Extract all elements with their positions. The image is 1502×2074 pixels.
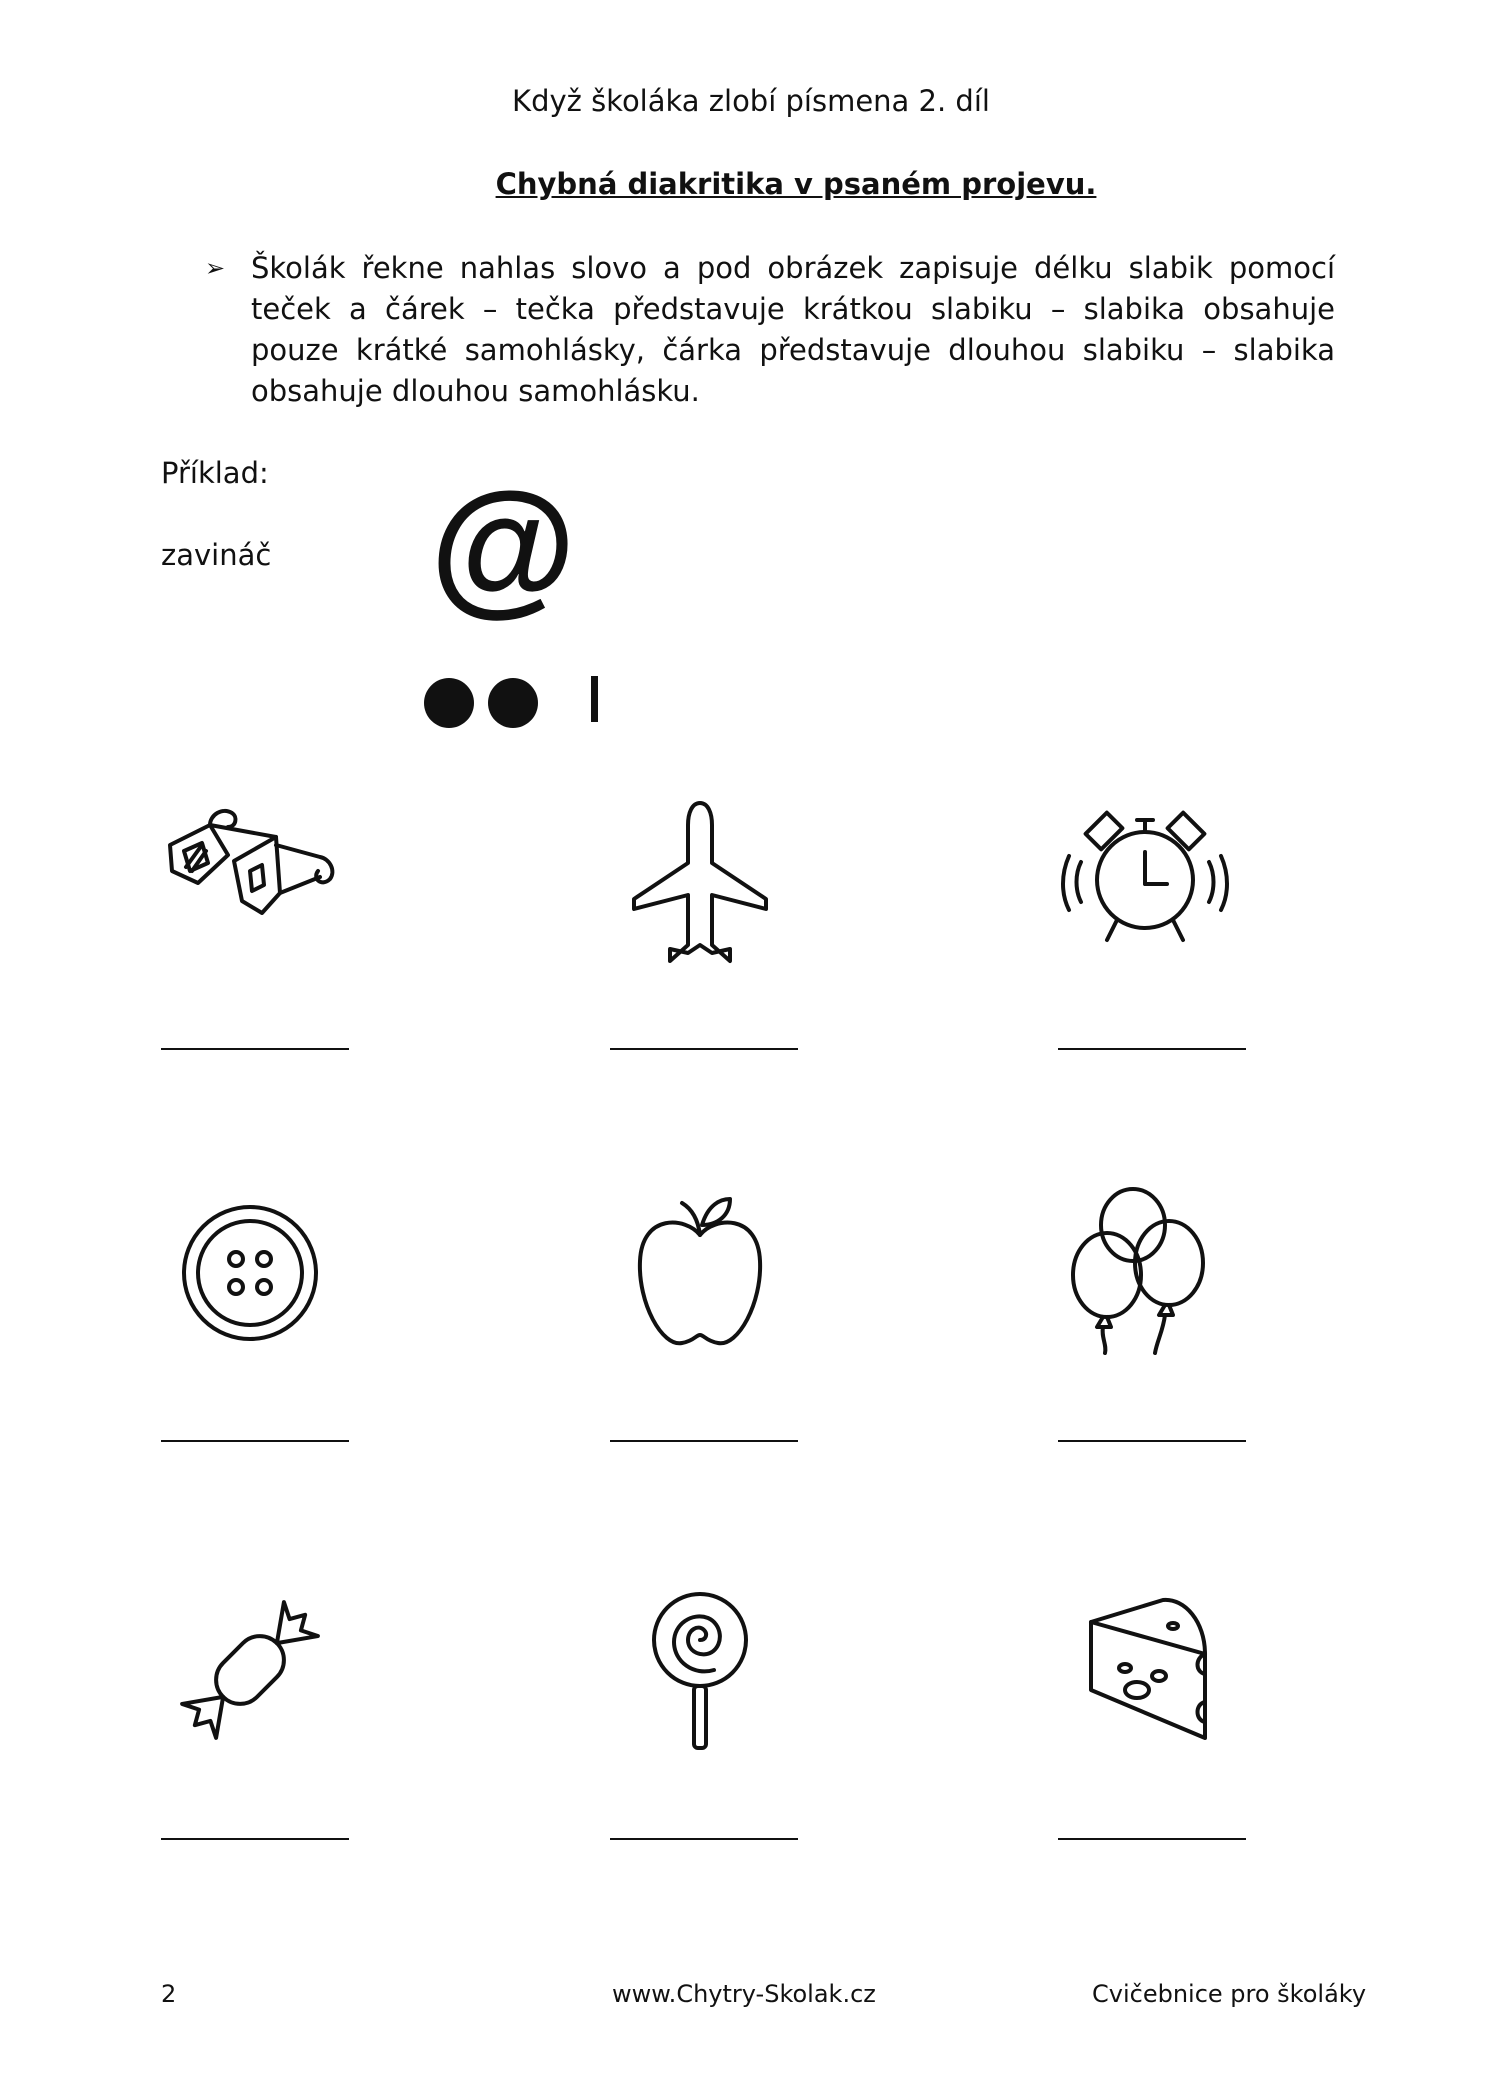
answer-line[interactable]: [1058, 1048, 1246, 1050]
answer-line[interactable]: [610, 1048, 798, 1050]
example-word: zavináč: [161, 538, 272, 572]
footer-website: www.Chytry-Skolak.cz: [612, 1980, 876, 2008]
long-syllable-dash: [591, 676, 598, 722]
answer-line[interactable]: [161, 1838, 349, 1840]
cheese-icon: [1045, 1570, 1245, 1770]
answer-line[interactable]: [161, 1048, 349, 1050]
answer-line[interactable]: [1058, 1838, 1246, 1840]
3d-glasses-icon: [150, 785, 350, 985]
at-sign-icon: @: [430, 461, 577, 629]
answer-line[interactable]: [1058, 1440, 1246, 1442]
answer-line[interactable]: [610, 1838, 798, 1840]
balloons-icon: [1045, 1175, 1245, 1375]
button-icon: [150, 1175, 350, 1375]
lollipop-icon: [600, 1572, 800, 1772]
alarm-clock-icon: [1045, 790, 1245, 990]
page-number: 2: [161, 1980, 177, 2008]
exercise-title: Chybná diakritika v psaném projevu.: [495, 167, 1097, 201]
instruction-text: Školák řekne nahlas slovo a pod obrázek zapisuje délku slabik pomocí teček a čárek – tečka představuje krátkou slabiku – slabika obsahuje pouze krátké samohlásky, čárka představuje dlouhou slabiku – slabika obsahuje dlouhou samohlásku.: [251, 251, 1335, 408]
apple-icon: [600, 1175, 800, 1375]
example-label: Příklad:: [161, 456, 269, 490]
arrow-bullet-icon: ➢: [205, 254, 226, 282]
airplane-icon: [600, 795, 800, 995]
short-syllable-dot: [488, 678, 538, 728]
answer-line[interactable]: [610, 1440, 798, 1442]
short-syllable-dot: [424, 678, 474, 728]
syllable-marks: [420, 672, 620, 736]
answer-line[interactable]: [161, 1440, 349, 1442]
footer-book-name: Cvičebnice pro školáky: [1092, 1980, 1367, 2008]
page-header-title: Když školáka zlobí písmena 2. díl: [512, 84, 990, 118]
candy-icon: [150, 1570, 350, 1770]
instruction-block: [205, 248, 1335, 412]
